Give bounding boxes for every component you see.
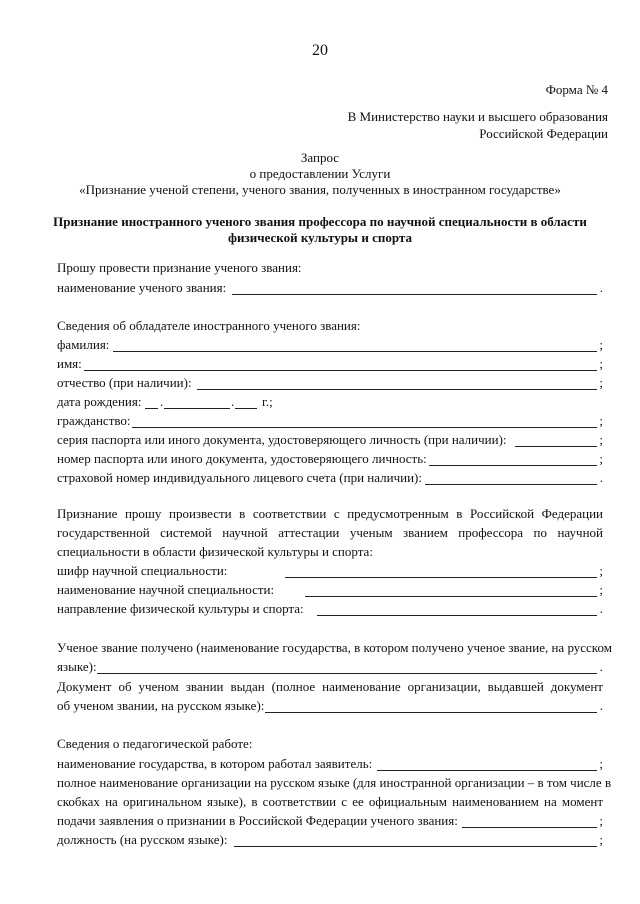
section2-intro: Сведения об обладателе иностранного ученого звания: [57,318,361,333]
field-label: об ученом звании, на русском языке): [57,698,265,713]
field-work-country: наименование государства, в котором работал заявитель: ; [57,756,603,771]
field-country-obtained: языке): . [57,659,603,674]
heading-line1: Признание иностранного ученого звания профессора по научной специальности в области [53,214,587,229]
section4-line1: Ученое звание получено (наименование государства, в котором получено ученое звание, на русском [57,640,612,655]
input-line[interactable] [234,846,597,847]
section5-intro: Сведения о педагогической работе: [57,736,253,751]
input-line[interactable] [265,712,597,713]
input-line[interactable] [462,827,597,828]
request-subtitle: о предоставлении Услуги [249,166,391,181]
input-line[interactable] [515,446,597,447]
field-label: страховой номер индивидуального лицевого счета (при наличии): [57,470,422,485]
month-input-line[interactable] [164,408,230,409]
field-academic-title: наименование ученого звания: . [57,280,603,295]
addressee-line2: Российской Федерации [479,126,608,141]
field-patronymic: отчество (при наличии): ; [57,375,603,390]
section3-para-line1: Признание прошу произвести в соответствии с предусмотренным в Российской Федерации [57,506,603,521]
field-label: серия паспорта или иного документа, удостоверяющего личность (при наличии): [57,432,507,447]
field-sport-direction: направление физической культуры и спорта: . [57,601,603,616]
section1-intro: Прошу провести признание ученого звания: [57,260,302,275]
field-label: гражданство: [57,413,131,428]
input-line[interactable] [429,465,597,466]
field-label: наименование научной специальности: [57,582,275,597]
request-service-name: «Признание ученой степени, ученого звания, полученных в иностранном государстве» [79,182,561,197]
field-name: имя: ; [57,356,603,371]
section3-para-line3: специальности в области физической культуры и спорта: [57,544,373,559]
field-position: должность (на русском языке): ; [57,832,603,847]
section3-para-line2: государственной системой научной аттестации ученым званием профессора по научной [57,525,603,540]
form-label: Форма № 4 [545,82,608,97]
input-line[interactable] [232,294,597,295]
field-specialty-code: шифр научной специальности: ; [57,563,603,578]
input-line[interactable] [197,389,597,390]
field-citizenship: гражданство: ; [57,413,603,428]
year-suffix: г.; [262,394,273,409]
section5-org-line1: полное наименование организации на русском языке (для иностранной организации – в том числе в [57,775,612,790]
field-label: имя: [57,356,82,371]
field-passport-number: номер паспорта или иного документа, удостоверяющего личность: ; [57,451,603,466]
input-line[interactable] [285,577,597,578]
field-birth-date: дата рождения: . . г.; [57,394,273,409]
page-number: 20 [312,42,328,59]
field-label: наименование ученого звания: [57,280,227,295]
request-title: Запрос [300,150,340,165]
addressee-line1: В Министерство науки и высшего образования [347,109,608,124]
heading-line2: физической культуры и спорта [228,230,412,245]
field-label: фамилия: [57,337,110,352]
section5-org-line2: скобках на оригинальном языке), в соответствии с ее официальным наименованием на момент [57,794,603,809]
field-organization-name: подачи заявления о признании в Российской Федерации ученого звания: ; [57,813,603,828]
field-specialty-name: наименование научной специальности: ; [57,582,603,597]
field-label: отчество (при наличии): [57,375,192,390]
field-label: номер паспорта или иного документа, удостоверяющего личность: [57,451,427,466]
field-surname: фамилия: ; [57,337,603,352]
input-line[interactable] [113,351,597,352]
field-label: должность (на русском языке): [57,832,228,847]
input-line[interactable] [97,673,597,674]
field-snils: страховой номер индивидуального лицевого счета (при наличии): . [57,470,603,485]
field-label: шифр научной специальности: [57,563,228,578]
input-line[interactable] [317,615,597,616]
field-label: дата рождения: [57,394,142,409]
field-label: наименование государства, в котором работал заявитель: [57,756,373,771]
field-passport-series: серия паспорта или иного документа, удостоверяющего личность (при наличии): ; [57,432,603,447]
input-line[interactable] [305,596,597,597]
input-line[interactable] [425,484,597,485]
input-line[interactable] [377,770,597,771]
section4-line3: Документ об ученом звании выдан (полное наименование организации, выдавшей документ [57,679,603,694]
day-input-line[interactable] [145,408,158,409]
addressee [348,108,608,142]
input-line[interactable] [132,427,597,428]
field-issuing-organization: об ученом звании, на русском языке): . [57,698,603,713]
field-label: подачи заявления о признании в Российской Федерации ученого звания: [57,813,458,828]
input-line[interactable] [84,370,597,371]
year-input-line[interactable] [235,408,257,409]
field-label: языке): [57,659,97,674]
field-label: направление физической культуры и спорта: [57,601,304,616]
